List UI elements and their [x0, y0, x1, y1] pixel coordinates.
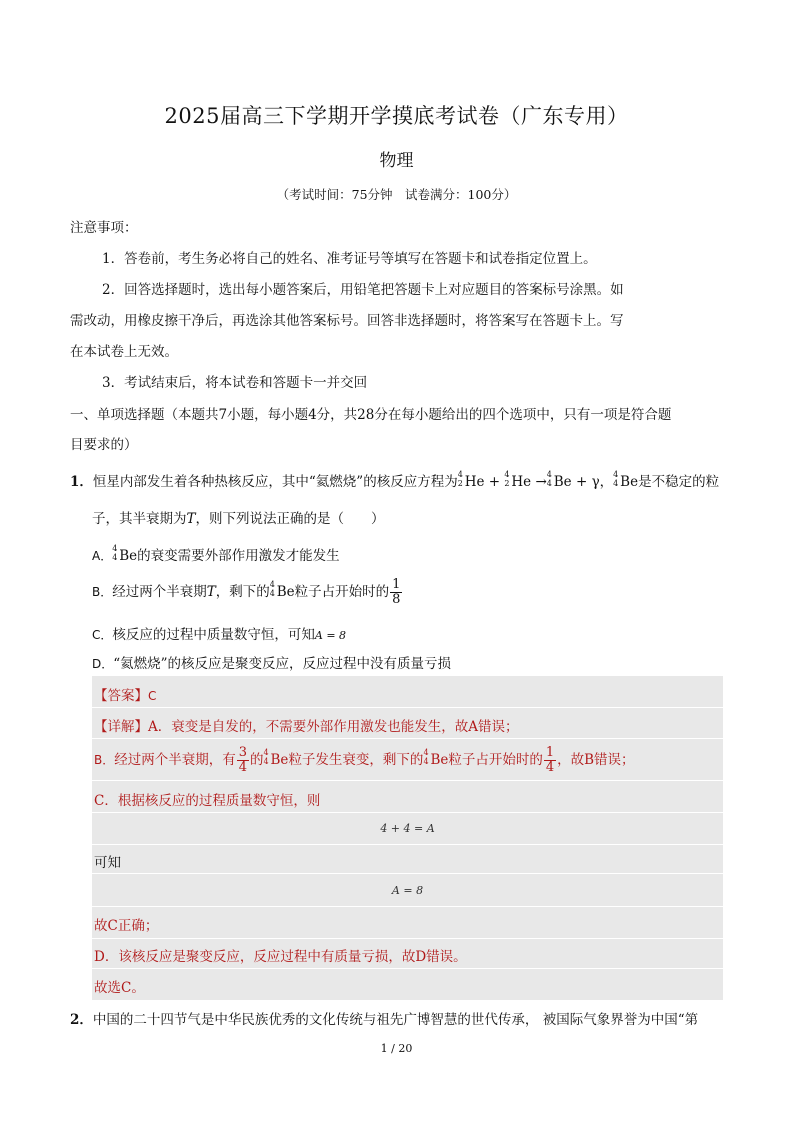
answer-divider [92, 812, 723, 813]
nuclide-be: 4 4 Be [423, 748, 449, 768]
notice-heading: 注意事项： [70, 220, 138, 236]
question-1-stem-line-2: 子，其半衰期为T，则下列说法正确的是（ ） [92, 511, 385, 527]
fraction-one-quarter: $\frac{1}{4}$ [545, 745, 555, 775]
nuclide-be: 4 4 Be [112, 544, 138, 564]
detail-line-b: B．经过两个半衰期，有 $\frac{3}{4}$ 的 4 4 Be粒子发生衰变，剩下的 4 4 Be粒子占开始时的 $\frac{1}{4}$ ，故B错误； [94, 745, 635, 775]
page-number: 1 / 20 [380, 1042, 413, 1055]
formula-mass-sum: 4 + 4 = A [380, 822, 435, 835]
detail-conclusion-c: 故C正确； [94, 918, 159, 934]
answer-divider [92, 844, 723, 845]
detail-final: 故选C。 [94, 980, 145, 996]
detail-then: 可知 [94, 855, 121, 871]
notice-item-2-line-3: 在本试卷上无效。 [70, 344, 178, 360]
notice-item-1: 1．答卷前，考生务必将自己的姓名、准考证号等填写在答题卡和试卷指定位置上。 [102, 251, 597, 267]
section-heading-line-1: 一、单项选择题（本题共7小题，每小题4分，共28分在每小题给出的四个选项中，只有一项是符合题 [70, 407, 672, 423]
document-title: 2025届高三下学期开学摸底考试卷（广东专用） [164, 104, 629, 128]
option-b[interactable]: B．经过两个半衰期T，剩下的 4 4 Be粒子占开始时的 $\frac{1}{8}$ [92, 577, 401, 607]
detail-line-d: D．该核反应是聚变反应，反应过程中有质量亏损，故D错误。 [94, 949, 467, 965]
question-stem-text: 恒星内部发生着各种热核反应，其中“氦燃烧”的核反应方程为 [92, 474, 458, 490]
notice-item-3: 3．考试结束后，将本试卷和答题卡一并交回 [102, 375, 368, 391]
option-c[interactable]: C．核反应的过程中质量数守恒，可知A = 8 [92, 627, 347, 643]
answer-divider [92, 780, 723, 781]
answer-divider [92, 873, 723, 874]
option-d[interactable]: D．“氦燃烧”的核反应是聚变反应，反应过程中没有质量亏损 [92, 656, 452, 672]
nuclide-be: 4 4 Be [263, 748, 289, 768]
notice-item-2-line-2: 需改动，用橡皮擦干净后，再选涂其他答案标号。回答非选择题时，将答案写在答题卡上。写 [70, 313, 624, 329]
answer-divider [92, 738, 723, 739]
subject-title: 物理 [379, 151, 414, 171]
answer-divider [92, 938, 723, 939]
detail-line-a: 【详解】A．衰变是自发的，不需要外部作用激发也能发生，故A错误； [94, 719, 519, 735]
fraction-three-quarters: $\frac{3}{4}$ [238, 745, 248, 775]
answer-divider [92, 906, 723, 907]
detail-line-c: C．根据核反应的过程质量数守恒，则 [94, 793, 321, 809]
fraction-one-eighth: $\frac{1}{8}$ [392, 577, 401, 607]
nuclide-be: 4 4 Be [269, 580, 295, 600]
section-heading-line-2: 目要求的） [70, 437, 138, 453]
answer-line: 【答案】C [94, 688, 157, 704]
formula-a-equals: A = 8 [391, 884, 424, 897]
nuclide-he: 4 2 He [504, 470, 532, 490]
notice-item-2-line-1: 2．回答选择题时，选出每小题答案后，用铅笔把答题卡上对应题目的答案标号涂黑。如 [102, 282, 624, 298]
question-1-stem: 1．恒星内部发生着各种热核反应，其中“氦燃烧”的核反应方程为 4 2 He + 4 2 He → 4 4 Be + γ， 4 4 Be是不稳定的粒 [70, 470, 720, 490]
option-a[interactable]: A． 4 4 Be的衰变需要外部作用激发才能发生 [92, 544, 340, 564]
answer-divider [92, 968, 723, 969]
question-number: 1． [70, 474, 93, 490]
nuclide-be: 4 4 Be [613, 470, 639, 490]
question-2-stem: 2．中国的二十四节气是中华民族优秀的文化传统与祖先广博智慧的世代传承， 被国际气象界誉为中国“第 [70, 1012, 699, 1028]
nuclide-be: 4 4 Be [546, 470, 572, 490]
exam-info: （考试时间：75分钟 试卷满分：100分） [276, 187, 517, 202]
answer-divider [92, 707, 723, 708]
nuclide-he: 4 2 He [457, 470, 485, 490]
